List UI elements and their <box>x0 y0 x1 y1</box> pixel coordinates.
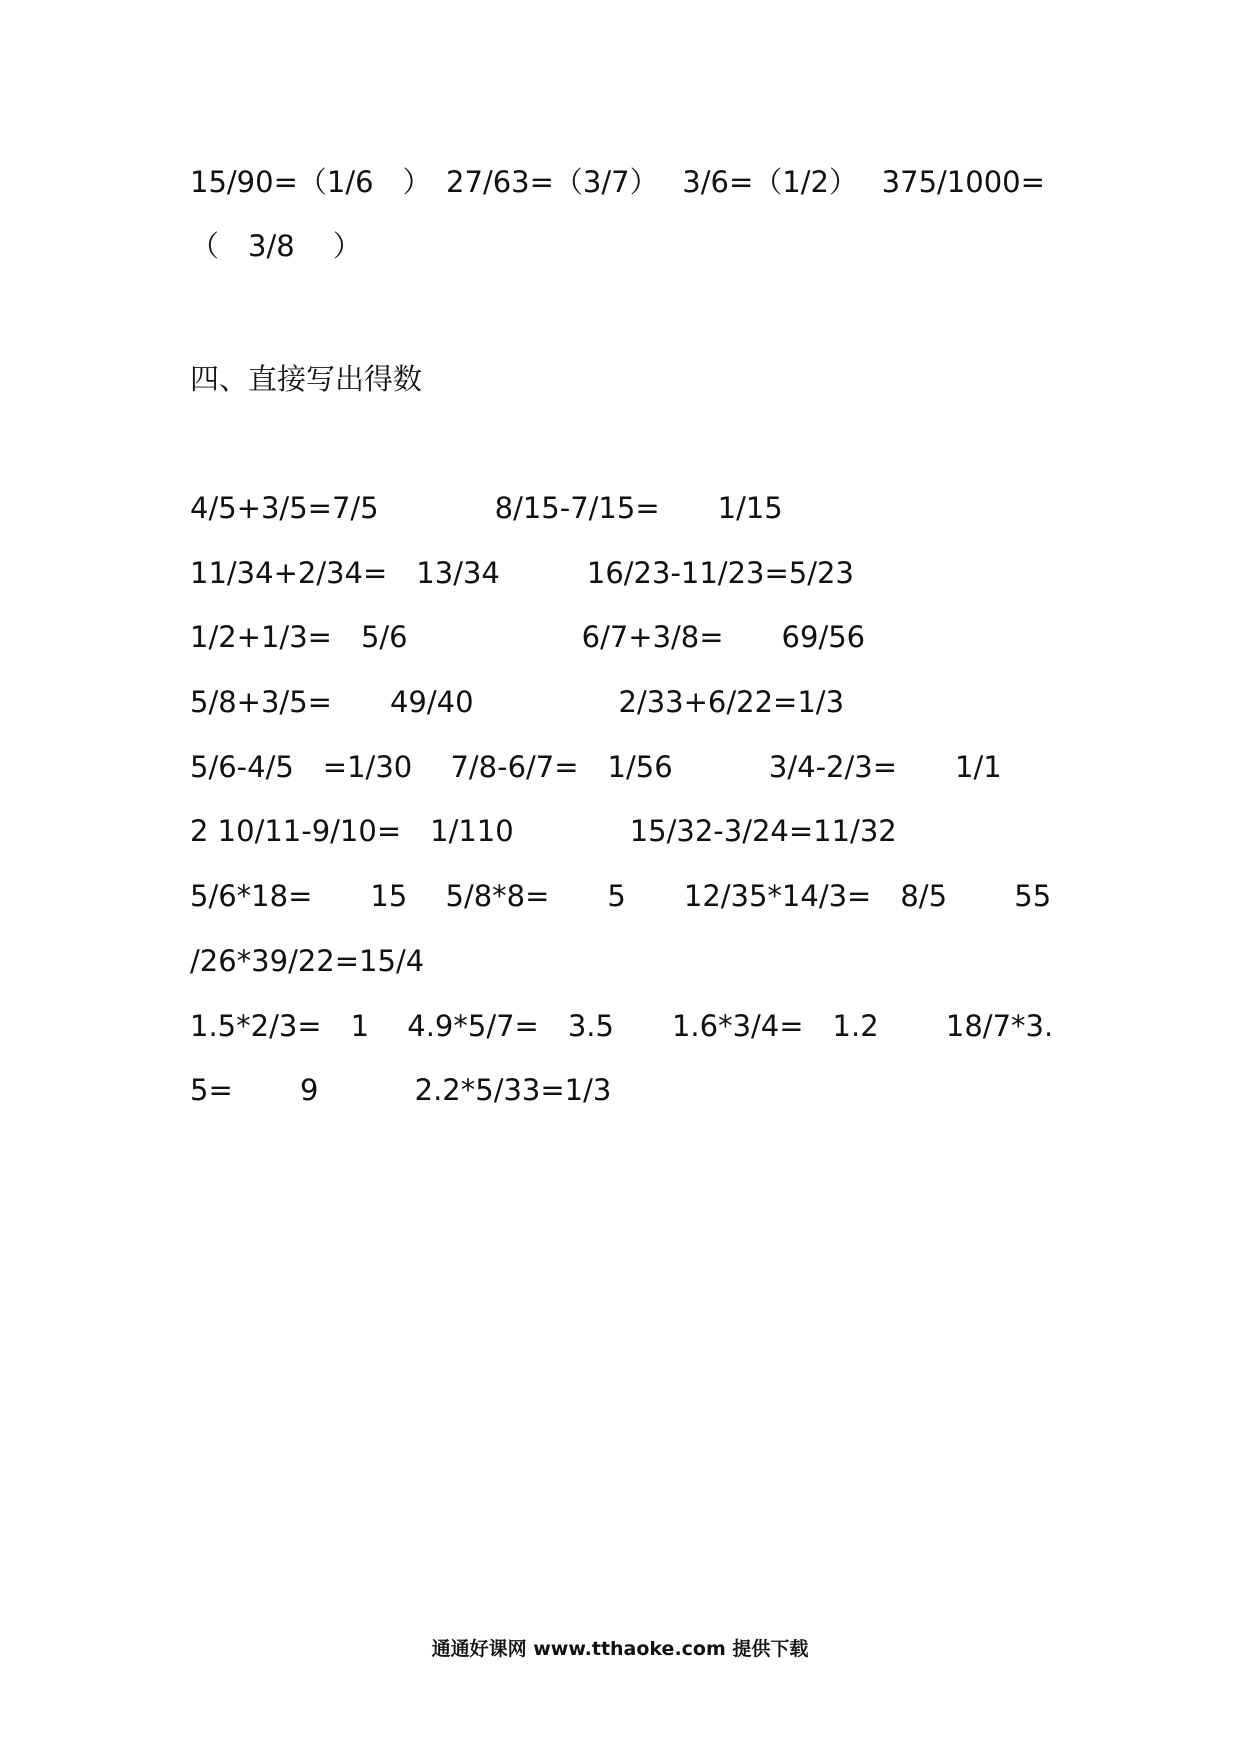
text-line: 5/6-4/5 =1/30 7/8-6/7= 1/56 3/4-2/3= 1/1 <box>190 750 1002 784</box>
section-heading: 四、直接写出得数 <box>190 362 423 396</box>
text-line: 1/2+1/3= 5/6 6/7+3/8= 69/56 <box>190 620 866 654</box>
text-line: 11/34+2/34= 13/34 16/23-11/23=5/23 <box>190 556 854 590</box>
text-line: （ 3/8 ） <box>190 229 362 263</box>
text-line: 5/6*18= 15 5/8*8= 5 12/35*14/3= 8/5 55 <box>190 879 1052 913</box>
page-footer: 通通好课网 www.tthaoke.com 提供下载 <box>431 1638 809 1660</box>
text-line: /26*39/22=15/4 <box>190 944 425 978</box>
text-line: 5= 9 2.2*5/33=1/3 <box>190 1073 612 1107</box>
text-line: 15/90=（1/6 ） 27/63=（3/7） 3/6=（1/2） 375/1000= <box>190 165 1045 199</box>
text-line: 1.5*2/3= 1 4.9*5/7= 3.5 1.6*3/4= 1.2 18/7*3. <box>190 1009 1054 1043</box>
text-line: 5/8+3/5= 49/40 2/33+6/22=1/3 <box>190 685 845 719</box>
text-line: 4/5+3/5=7/5 8/15-7/15= 1/15 <box>190 491 783 525</box>
text-line: 2 10/11-9/10= 1/110 15/32-3/24=11/32 <box>190 814 897 848</box>
